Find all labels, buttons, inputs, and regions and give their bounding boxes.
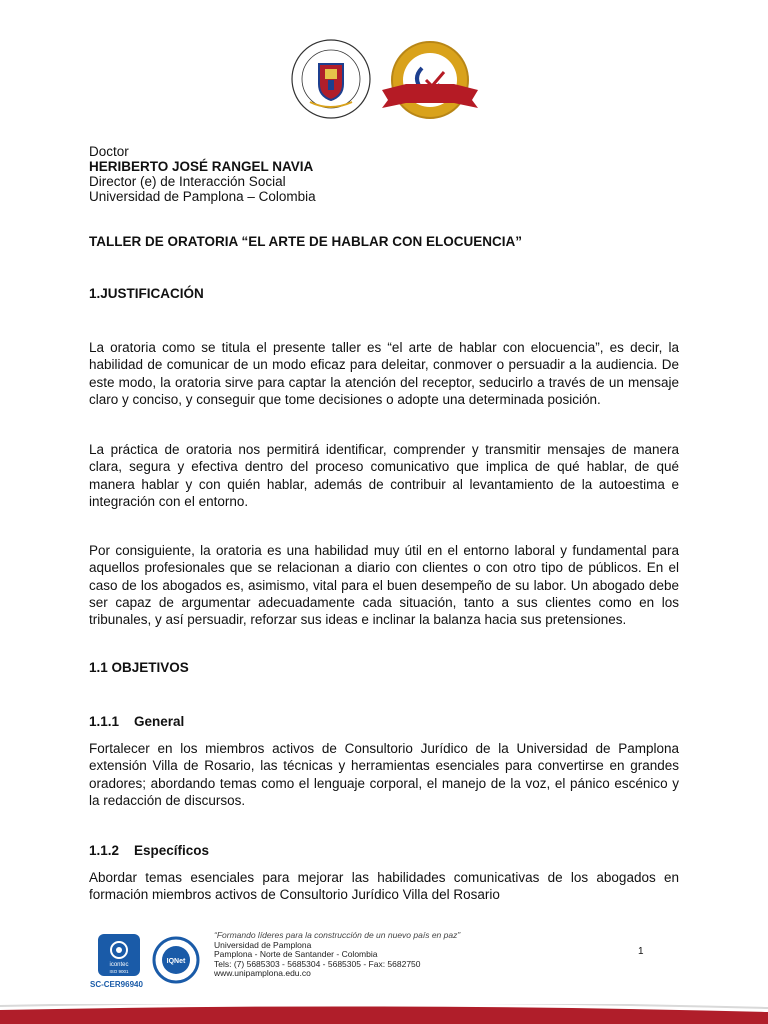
document-title: TALLER DE ORATORIA “EL ARTE DE HABLAR CON ELOCUENCIA”	[89, 234, 523, 249]
accreditation-badge-logo	[378, 38, 482, 124]
paragraph-specific-objective: Abordar temas esenciales para mejorar las habilidades comunicativas de los abogados en formación miembros activos de Consultorio Jurídico Villa del Rosario	[89, 870, 679, 903]
footer-line: Pamplona - Norte de Santander - Colombia	[214, 949, 378, 959]
subheading-specific-number: 1.1.2	[89, 843, 120, 858]
footer-decorative-band	[0, 1004, 768, 1024]
icontec-certification-icon	[98, 934, 140, 982]
footer-contact-block	[214, 931, 460, 979]
recipient-block	[89, 144, 316, 204]
paragraph: La práctica de oratoria nos permitirá identificar, comprender y transmitir mensajes de manera clara, segura y efectiva dentro del proceso comunicativo que implica de qué hablar, de qué manera hablar y con quién hablar, además de contribuir al levantamiento de la autoestima e integración con el entorno.	[89, 442, 679, 509]
recipient-salutation: Doctor	[89, 144, 129, 159]
recipient-name: HERIBERTO JOSÉ RANGEL NAVIA	[89, 159, 314, 174]
footer-website: www.unipamplona.edu.co	[214, 968, 311, 978]
page-number: 1	[638, 946, 644, 957]
university-seal-logo	[290, 38, 372, 120]
footer-line: Universidad de Pamplona	[214, 939, 312, 950]
iqnet-certification-icon	[152, 936, 200, 984]
certificate-code: SC-CER96940	[90, 980, 143, 989]
cert2-label: IQNet	[166, 958, 186, 965]
subheading-general-number: 1.1.1	[89, 714, 120, 729]
recipient-institution: Universidad de Pamplona – Colombia	[89, 189, 316, 204]
paragraph: Por consiguiente, la oratoria es una habilidad muy útil en el entorno laboral y fundamental para aquellos profesionales que se relacionan a diario con clientes o con otro tipo de públicos. En el caso de los abogados es, asimismo, vital para el buen desempeño de su labor. Un abogado debe ser capaz de argumentar adecuadamente cada situación, tanto a sus clientes como en los tribunales, y así persuadir, reforzar sus ideas e inclinar la balanza hacia sus pretensiones.	[89, 543, 679, 628]
footer-line: Tels: (7) 5685303 - 5685304 - 5685305 - Fax: 5682750	[214, 958, 421, 969]
subheading-general: General	[134, 714, 185, 729]
paragraph: La oratoria como se titula el presente taller es “el arte de hablar con elocuencia”, es decir, la habilidad de comunicar de un modo eficaz para deleitar, conmover o persuadir a la audiencia. De este modo, la oratoria sirve para captar la atención del receptor, seducirlo a través de un mensaje claro y conciso, y conseguir que tome decisiones o adopte una determinada posición.	[89, 340, 679, 407]
cert1-sublabel: ISO 9001	[109, 969, 129, 974]
section-heading-justificacion: 1.JUSTIFICACIÓN	[89, 286, 204, 301]
paragraph-general-objective: Fortalecer en los miembros activos de Consultorio Jurídico de la Universidad de Pamplona extensión Villa de Rosario, las técnicas y herramientas esenciales para convertirse en grandes oradores; abordando temas como el lenguaje corporal, el manejo de la voz, el pánico escénico y la redacción de discursos.	[89, 741, 679, 808]
footer-tagline: “Formando líderes para la construcción de un nuevo país en paz”	[214, 930, 461, 940]
cert1-label: icontec	[109, 962, 129, 968]
section-heading-objetivos: 1.1 OBJETIVOS	[89, 660, 189, 675]
header-logos	[286, 36, 486, 126]
subheading-specific: Específicos	[134, 843, 210, 858]
recipient-position: Director (e) de Interacción Social	[89, 174, 286, 189]
